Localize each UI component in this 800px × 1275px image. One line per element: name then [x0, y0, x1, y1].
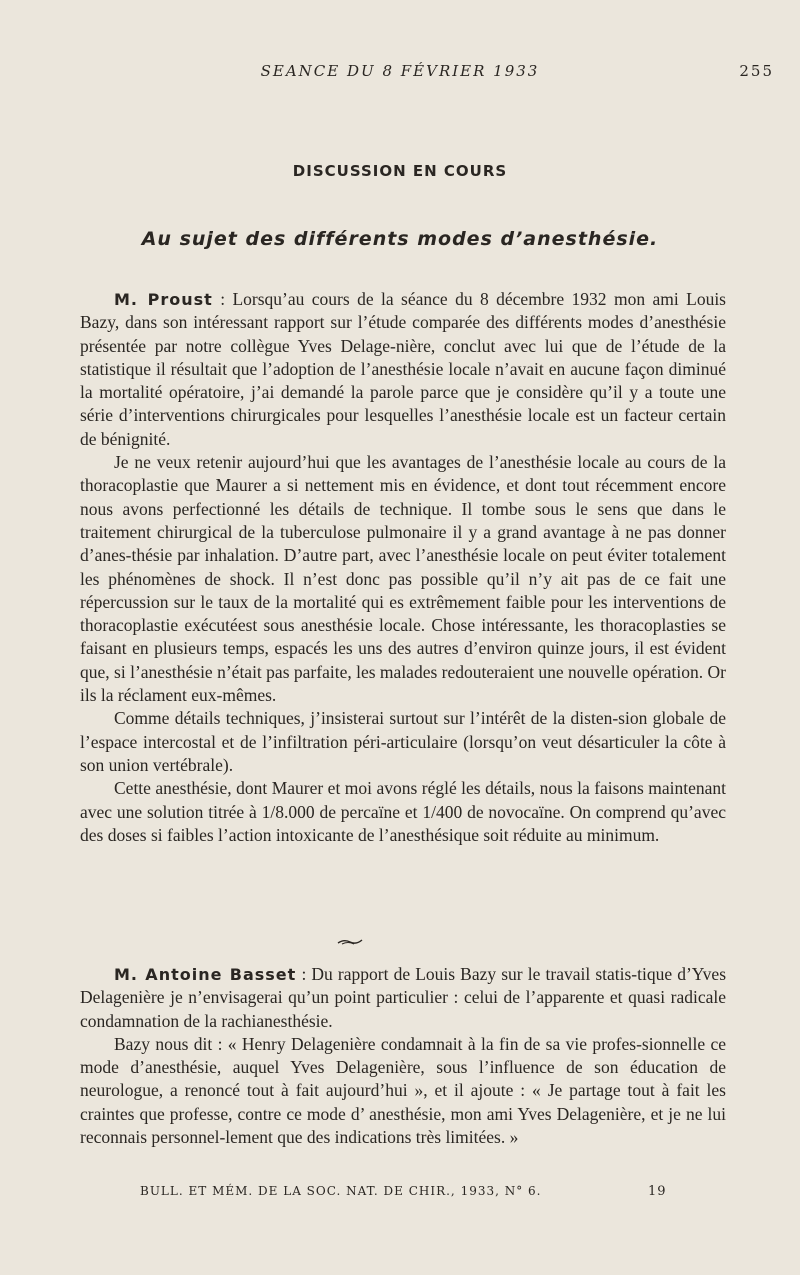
running-title: SEANCE DU 8 FÉVRIER 1933: [260, 62, 540, 80]
section-divider-ornament-icon: [336, 938, 364, 946]
paragraph-text: : Du rapport de Louis Bazy sur le travail statis-tique d’Yves Delagenière je n’envisagerai qu’un point particulier : celui de l’apparente et quasi radicale condamnation de la rachianesthésie.: [80, 964, 727, 1031]
proust-statement: [80, 288, 726, 847]
article-title: Au sujet des différents modes d’anesthésie.: [141, 228, 659, 250]
journal-reference: BULL. ET MÉM. DE LA SOC. NAT. DE CHIR., 1933, N° 6.: [140, 1184, 542, 1198]
paragraph-text: : Lorsqu’au cours de la séance du 8 décembre 1932 mon ami Louis Bazy, dans son intéressant rapport sur l’étude comparée des différents modes d’anesthésie présentée par notre collègue Yves Delage-nière, conclut avec lui que de l’étude de la statistique il résultait que l’adoption de l’anesthésie locale n’avait en aucune façon diminué la mortalité opératoire, j’ai demandé la parole parce que je considère qu’il y a toute une série d’interventions chirurgicales pour lesquelles l’anesthésie locale est un facteur certain de bénignité.: [80, 289, 726, 449]
paragraph: [80, 288, 726, 451]
speaker-name: M. Proust: [114, 290, 213, 309]
basset-statement: [80, 963, 726, 1149]
page-footer: [0, 1184, 800, 1204]
running-head: [0, 62, 800, 82]
paragraph: Je ne veux retenir aujourd’hui que les avantages de l’anesthésie locale au cours de la thoracoplastie que Maurer a si nettement mis en évidence, et dont tout récemment encore nous avons perfectionné les détails de technique. Il tombe sous le sens que dans le traitement chirurgical de la tuberculose pulmonaire il y a grand avantage à ne pas donner d’anes-thésie par inhalation. D’autre part, avec l’anesthésie locale on peut éviter totalement les phénomènes de shock. Il n’est donc pas possible qu’il n’y ait pas de ce fait une répercussion sur le taux de la mortalité qui es extrêmement faible pour les interventions de thoracoplastie exécutéest sous anesthésie locale. Chose intéressante, les thoracoplasties se faisant en plusieurs temps, espacés les uns des autres d’environ quinze jours, il est évident que, si l’anesthésie n’était pas parfaite, les malades redouteraient une nouvelle opération. Or ils la réclament eux-mêmes.: [80, 452, 726, 706]
paragraph: [80, 963, 726, 1033]
page-number: 255: [739, 62, 774, 80]
signature-folio: 19: [648, 1184, 667, 1199]
section-heading: DISCUSSION EN COURS: [292, 162, 508, 180]
speaker-name: M. Antoine Basset: [114, 965, 297, 984]
paragraph: Comme détails techniques, j’insisterai surtout sur l’intérêt de la disten-sion globale de l’espace intercostal et de l’infiltration péri-articulaire (lorsqu’on veut désarticuler la côte à son union vertébrale).: [80, 708, 726, 775]
paragraph: Bazy nous dit : « Henry Delagenière condamnait à la fin de sa vie profes-sionnelle ce mode d’anesthésie, auquel Yves Delagenière, sous l’influence de son éducation de neurologue, a renoncé tout à fait aujourd’hui », et il ajoute : « Je partage tout à fait les craintes que professe, contre ce mode d’ anesthésie, mon ami Yves Delagenière, et je ne lui reconnais personnel-lement que des indications très limitées. »: [80, 1033, 726, 1148]
paragraph: Cette anesthésie, dont Maurer et moi avons réglé les détails, nous la faisons maintenant avec une solution titrée à 1/8.000 de percaïne et 1/400 de novocaïne. On comprend qu’avec des doses si faibles l’action intoxicante de l’anesthésique soit réduite au minimum.: [80, 778, 726, 845]
